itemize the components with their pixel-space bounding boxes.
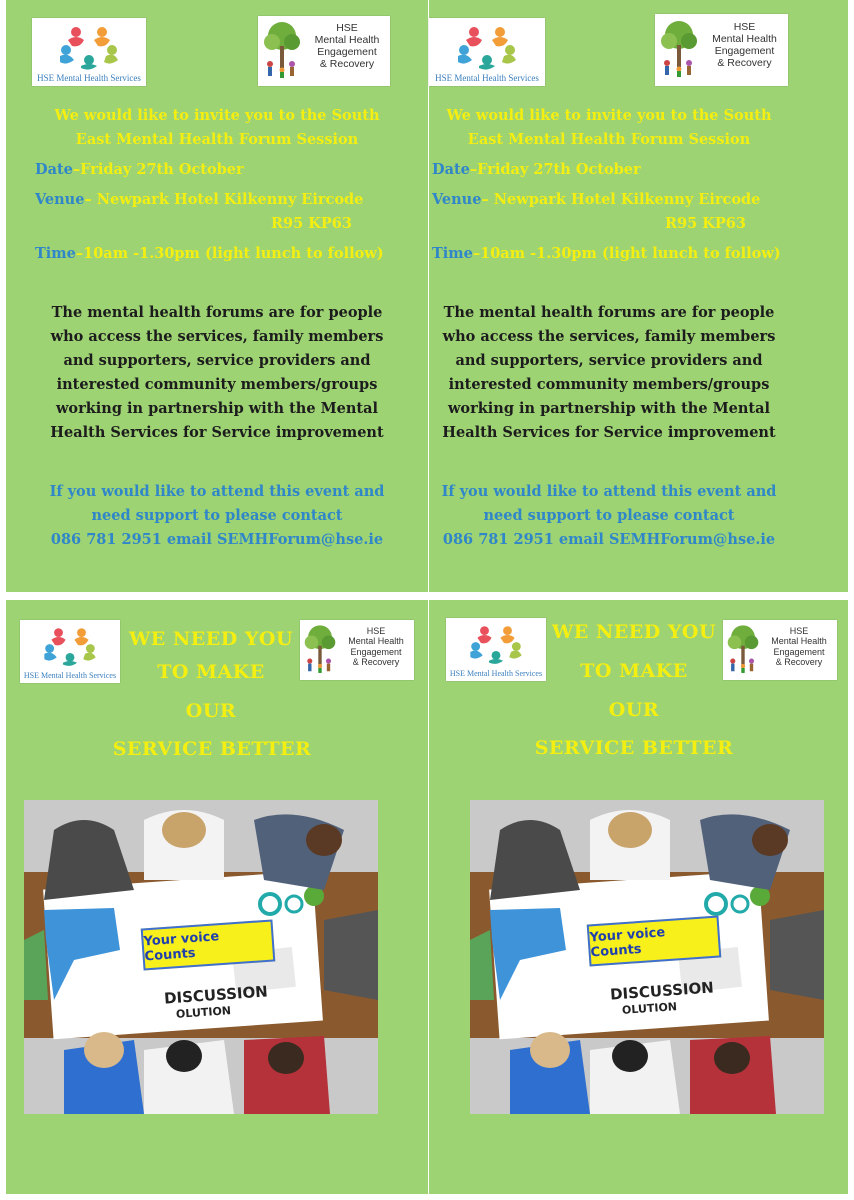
discussion-text: DISCUSSION	[163, 982, 269, 1008]
time-row	[35, 245, 384, 262]
er-logo-line3: Engagement	[317, 46, 377, 59]
er-logo-line4: & Recovery	[775, 657, 823, 668]
er-logo-line1: HSE	[366, 626, 386, 636]
poster-heading-4: SERVICE BETTER	[534, 737, 734, 759]
people-circle-icon	[39, 622, 101, 668]
invite-line-1: We would like to invite you to the South	[446, 107, 772, 124]
er-logo-text	[304, 22, 390, 70]
venue-row	[432, 191, 760, 208]
er-logo-line3: Engagement	[773, 646, 825, 657]
poster-heading-2: TO MAKE	[580, 660, 688, 682]
poster-panel-left	[6, 600, 428, 1194]
body-line-3: and supporters, service providers and	[63, 352, 371, 369]
poster-heading-3: OUR	[608, 699, 660, 721]
er-logo-text	[761, 626, 837, 667]
tree-icon	[303, 623, 337, 677]
body-line-1: The mental health forums are for people	[51, 304, 383, 321]
body-line-2: who access the services, family members	[50, 328, 384, 345]
discussion-photo	[470, 800, 824, 1114]
tree-icon	[726, 623, 760, 677]
er-logo-line2: Mental Health	[771, 636, 827, 647]
date-value: –Friday 27th October	[72, 161, 244, 178]
date-row	[432, 161, 641, 178]
hse-logo	[32, 18, 146, 86]
body-line-2: who access the services, family members	[442, 328, 776, 345]
contact-line-1: If you would like to attend this event and	[49, 483, 385, 500]
contact-line-3: 086 781 2951 email SEMHForum@hse.ie	[50, 531, 384, 548]
time-label: Time	[35, 245, 76, 262]
er-logo-line4: & Recovery	[717, 57, 772, 70]
your-voice-counts-banner: Your voice Counts	[141, 919, 276, 970]
time-label: Time	[432, 245, 473, 262]
er-logo-line1: HSE	[733, 21, 756, 33]
er-logo-line4: & Recovery	[352, 657, 400, 668]
engagement-recovery-logo	[655, 14, 788, 86]
time-value: –10am -1.30pm (light lunch to follow)	[75, 245, 384, 262]
body-line-6: Health Services for Service improvement	[50, 424, 384, 441]
people-circle-icon	[54, 20, 124, 72]
hse-logo-caption: HSE Mental Health Services	[449, 669, 543, 678]
tree-icon	[659, 19, 699, 81]
er-logo-text	[701, 21, 788, 69]
er-logo-line4: & Recovery	[319, 58, 375, 71]
poster-heading-1: WE NEED YOU	[128, 628, 294, 650]
venue-value: – Newpark Hotel Kilkenny Eircode	[84, 191, 364, 208]
body-line-3: and supporters, service providers and	[455, 352, 763, 369]
hse-logo	[446, 618, 546, 681]
er-logo-line3: Engagement	[714, 45, 775, 58]
venue-label: Venue	[432, 191, 482, 208]
poster-heading-3: OUR	[185, 700, 237, 722]
date-value: –Friday 27th October	[469, 161, 641, 178]
body-line-4: interested community members/groups	[448, 376, 770, 393]
venue-row	[35, 191, 363, 208]
hse-logo	[429, 18, 545, 86]
hse-logo-caption: HSE Mental Health Services	[37, 73, 141, 83]
er-logo-line2: Mental Health	[348, 636, 404, 647]
invite-line-2: East Mental Health Forum Session	[75, 131, 359, 148]
discussion-text: DISCUSSION	[609, 978, 715, 1004]
er-logo-text	[338, 626, 414, 667]
body-line-5: working in partnership with the Mental	[447, 400, 771, 417]
body-line-6: Health Services for Service improvement	[442, 424, 776, 441]
body-line-5: working in partnership with the Mental	[55, 400, 379, 417]
time-value: –10am -1.30pm (light lunch to follow)	[472, 245, 781, 262]
poster-panel-right	[429, 600, 848, 1194]
er-logo-line1: HSE	[336, 22, 358, 34]
hse-logo-caption: HSE Mental Health Services	[23, 671, 117, 680]
date-row	[35, 161, 244, 178]
people-circle-icon	[452, 20, 522, 72]
eircode: R95 KP63	[271, 215, 352, 232]
contact-line-2: need support to please contact	[91, 507, 343, 524]
hse-logo-caption: HSE Mental Health Services	[435, 73, 539, 83]
discussion-photo	[24, 800, 378, 1114]
people-circle-icon	[465, 620, 527, 666]
er-logo-line1: HSE	[789, 626, 809, 636]
invite-line-1: We would like to invite you to the South	[54, 107, 380, 124]
solution-text: OLUTION	[175, 1004, 232, 1021]
body-line-4: interested community members/groups	[56, 376, 378, 393]
solution-text: OLUTION	[621, 1000, 678, 1017]
invite-panel-right	[429, 0, 848, 592]
poster-heading-2: TO MAKE	[157, 661, 265, 683]
date-label: Date	[35, 161, 73, 178]
invite-panel-left	[6, 0, 428, 592]
er-logo-line2: Mental Health	[712, 33, 777, 46]
engagement-recovery-logo	[258, 16, 390, 86]
venue-value: – Newpark Hotel Kilkenny Eircode	[481, 191, 761, 208]
contact-line-3: 086 781 2951 email SEMHForum@hse.ie	[442, 531, 776, 548]
your-voice-counts-banner: Your voice Counts	[587, 915, 722, 966]
er-logo-line2: Mental Health	[314, 34, 380, 47]
venue-label: Venue	[35, 191, 85, 208]
invite-line-2: East Mental Health Forum Session	[467, 131, 751, 148]
contact-line-1: If you would like to attend this event and	[441, 483, 777, 500]
time-row	[432, 245, 781, 262]
tree-icon	[262, 20, 302, 82]
eircode: R95 KP63	[665, 215, 746, 232]
engagement-recovery-logo	[300, 620, 414, 680]
hse-logo	[20, 620, 120, 683]
engagement-recovery-logo	[723, 620, 837, 680]
poster-heading-1: WE NEED YOU	[551, 621, 717, 643]
body-line-1: The mental health forums are for people	[443, 304, 775, 321]
contact-line-2: need support to please contact	[483, 507, 735, 524]
poster-heading-4: SERVICE BETTER	[112, 738, 312, 760]
date-label: Date	[432, 161, 470, 178]
er-logo-line3: Engagement	[350, 646, 402, 657]
